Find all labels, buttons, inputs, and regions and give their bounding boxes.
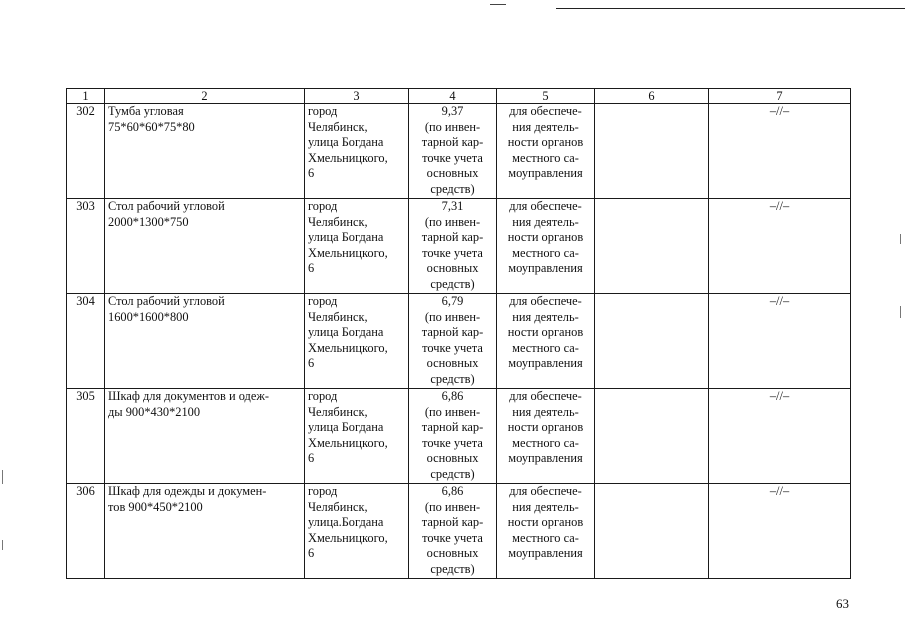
item-purpose-line: моуправления xyxy=(508,451,583,466)
item-address-line: Хмельницкого, xyxy=(308,435,388,450)
item-address-line: 6 xyxy=(308,356,315,371)
item-value-line: тарной кар- xyxy=(421,230,484,245)
item-purpose-line: ности органов xyxy=(507,515,584,530)
header-cell: 2 xyxy=(105,89,305,104)
item-purpose-line: местного са- xyxy=(512,245,579,260)
item-purpose-line: ния деятель- xyxy=(512,119,579,134)
item-value-line: 9,37 xyxy=(441,104,464,118)
property-table xyxy=(66,88,851,579)
header-cell: 4 xyxy=(409,89,497,104)
item-value-line: точке учета xyxy=(422,530,483,545)
top-rule-line xyxy=(556,8,905,9)
item-value-line: 6,86 xyxy=(441,484,464,498)
item-address-line: улица Богдана xyxy=(308,135,384,150)
item-value xyxy=(409,389,497,484)
item-purpose-line: местного са- xyxy=(512,435,579,450)
item-address-line: город xyxy=(308,484,338,498)
header-cell: 3 xyxy=(305,89,409,104)
table-row xyxy=(67,199,851,294)
item-purpose xyxy=(497,104,595,199)
item-value xyxy=(409,484,497,579)
item-value-line: (по инвен- xyxy=(424,404,481,419)
item-value-line: точке учета xyxy=(422,150,483,165)
item-name-line: ды 900*430*2100 xyxy=(108,404,201,419)
item-name-line: 1600*1600*800 xyxy=(108,309,189,324)
item-purpose-line: для обеспече- xyxy=(509,389,582,403)
item-value-line: тарной кар- xyxy=(421,325,484,340)
row-number-cell: 304 xyxy=(67,294,105,389)
item-address-line: улица Богдана xyxy=(308,420,384,435)
item-address-line: город xyxy=(308,104,338,118)
header-cell: 1 xyxy=(67,89,105,104)
item-address-line: город xyxy=(308,294,338,308)
item-name-line: Тумба угловая xyxy=(108,104,184,118)
item-name-line: тов 900*450*2100 xyxy=(108,499,203,514)
row-number-cell: 302 xyxy=(67,104,105,199)
item-address-line: Хмельницкого, xyxy=(308,150,388,165)
item-value-line: (по инвен- xyxy=(424,309,481,324)
table-row xyxy=(67,104,851,199)
item-purpose-line: моуправления xyxy=(508,356,583,371)
item-purpose xyxy=(497,484,595,579)
table-row xyxy=(67,484,851,579)
header-cell: 5 xyxy=(497,89,595,104)
item-purpose-line: ности органов xyxy=(507,325,584,340)
ditto-note-cell: –//– xyxy=(709,199,851,294)
item-purpose xyxy=(497,199,595,294)
ditto-note-cell: –//– xyxy=(709,294,851,389)
item-name-line: Стол рабочий угловой xyxy=(108,294,225,308)
ditto-note-cell: –//– xyxy=(709,484,851,579)
item-address-line: Хмельницкого, xyxy=(308,340,388,355)
item-value-line: 7,31 xyxy=(441,199,464,213)
item-address-line: Челябинск, xyxy=(308,119,368,134)
item-value xyxy=(409,104,497,199)
scan-edge-mark xyxy=(2,540,3,550)
item-purpose-line: ния деятель- xyxy=(512,499,579,514)
column-6-cell xyxy=(595,484,709,579)
scan-edge-mark xyxy=(900,306,901,318)
scan-edge-mark xyxy=(2,470,3,484)
item-name xyxy=(105,294,305,389)
item-value-line: средств) xyxy=(430,466,475,481)
column-6-cell xyxy=(595,104,709,199)
item-value-line: средств) xyxy=(430,371,475,386)
item-value-line: тарной кар- xyxy=(421,135,484,150)
item-address-line: Хмельницкого, xyxy=(308,530,388,545)
item-value-line: основных xyxy=(426,356,479,371)
item-address-line: город xyxy=(308,199,338,213)
item-value xyxy=(409,294,497,389)
item-value-line: точке учета xyxy=(422,245,483,260)
scan-edge-mark xyxy=(900,234,901,244)
scan-mark xyxy=(490,4,506,5)
item-name xyxy=(105,104,305,199)
item-address xyxy=(305,294,409,389)
item-address-line: улица.Богдана xyxy=(308,515,384,530)
item-name-line: 75*60*60*75*80 xyxy=(108,119,195,134)
item-address xyxy=(305,484,409,579)
item-name xyxy=(105,389,305,484)
item-value-line: средств) xyxy=(430,561,475,576)
row-number-cell: 303 xyxy=(67,199,105,294)
item-purpose-line: местного са- xyxy=(512,340,579,355)
item-name xyxy=(105,199,305,294)
item-address xyxy=(305,104,409,199)
item-purpose-line: моуправления xyxy=(508,546,583,561)
table-row xyxy=(67,389,851,484)
item-address-line: улица Богдана xyxy=(308,230,384,245)
column-6-cell xyxy=(595,199,709,294)
item-value xyxy=(409,199,497,294)
row-number-cell: 306 xyxy=(67,484,105,579)
column-number-header xyxy=(67,89,851,104)
item-address-line: город xyxy=(308,389,338,403)
table-row xyxy=(67,294,851,389)
item-address xyxy=(305,199,409,294)
item-purpose-line: моуправления xyxy=(508,261,583,276)
item-value-line: средств) xyxy=(430,276,475,291)
item-value-line: основных xyxy=(426,261,479,276)
item-name-line: Шкаф для одежды и докумен- xyxy=(108,484,267,498)
ditto-note-cell: –//– xyxy=(709,104,851,199)
item-purpose-line: ности органов xyxy=(507,420,584,435)
item-address-line: Челябинск, xyxy=(308,309,368,324)
item-purpose-line: ния деятель- xyxy=(512,309,579,324)
item-value-line: 6,79 xyxy=(441,294,464,308)
item-value-line: основных xyxy=(426,166,479,181)
item-address-line: Челябинск, xyxy=(308,214,368,229)
item-purpose-line: ности органов xyxy=(507,230,584,245)
item-purpose-line: местного са- xyxy=(512,150,579,165)
item-name xyxy=(105,484,305,579)
column-6-cell xyxy=(595,389,709,484)
item-purpose-line: ности органов xyxy=(507,135,584,150)
header-cell: 7 xyxy=(709,89,851,104)
item-value-line: точке учета xyxy=(422,340,483,355)
item-address-line: 6 xyxy=(308,451,315,466)
item-address xyxy=(305,389,409,484)
item-value-line: тарной кар- xyxy=(421,420,484,435)
item-purpose-line: местного са- xyxy=(512,530,579,545)
item-value-line: точке учета xyxy=(422,435,483,450)
header-cell: 6 xyxy=(595,89,709,104)
item-name-line: Шкаф для документов и одеж- xyxy=(108,389,270,403)
item-purpose-line: для обеспече- xyxy=(509,484,582,498)
item-purpose-line: для обеспече- xyxy=(509,199,582,213)
item-address-line: улица Богдана xyxy=(308,325,384,340)
item-value-line: тарной кар- xyxy=(421,515,484,530)
item-value-line: (по инвен- xyxy=(424,119,481,134)
item-purpose-line: для обеспече- xyxy=(509,294,582,308)
item-address-line: 6 xyxy=(308,546,315,561)
item-value-line: основных xyxy=(426,546,479,561)
item-purpose xyxy=(497,389,595,484)
item-purpose-line: для обеспече- xyxy=(509,104,582,118)
item-address-line: 6 xyxy=(308,261,315,276)
item-address-line: Хмельницкого, xyxy=(308,245,388,260)
column-6-cell xyxy=(595,294,709,389)
item-purpose-line: ния деятель- xyxy=(512,404,579,419)
item-purpose-line: ния деятель- xyxy=(512,214,579,229)
item-value-line: средств) xyxy=(430,181,475,196)
row-number-cell: 305 xyxy=(67,389,105,484)
item-value-line: основных xyxy=(426,451,479,466)
item-name-line: Стол рабочий угловой xyxy=(108,199,225,213)
item-value-line: (по инвен- xyxy=(424,499,481,514)
item-address-line: Челябинск, xyxy=(308,404,368,419)
item-value-line: 6,86 xyxy=(441,389,464,403)
item-address-line: Челябинск, xyxy=(308,499,368,514)
page-number: 63 xyxy=(836,596,849,611)
item-name-line: 2000*1300*750 xyxy=(108,214,189,229)
item-purpose-line: моуправления xyxy=(508,166,583,181)
item-purpose xyxy=(497,294,595,389)
item-address-line: 6 xyxy=(308,166,315,181)
ditto-note-cell: –//– xyxy=(709,389,851,484)
item-value-line: (по инвен- xyxy=(424,214,481,229)
